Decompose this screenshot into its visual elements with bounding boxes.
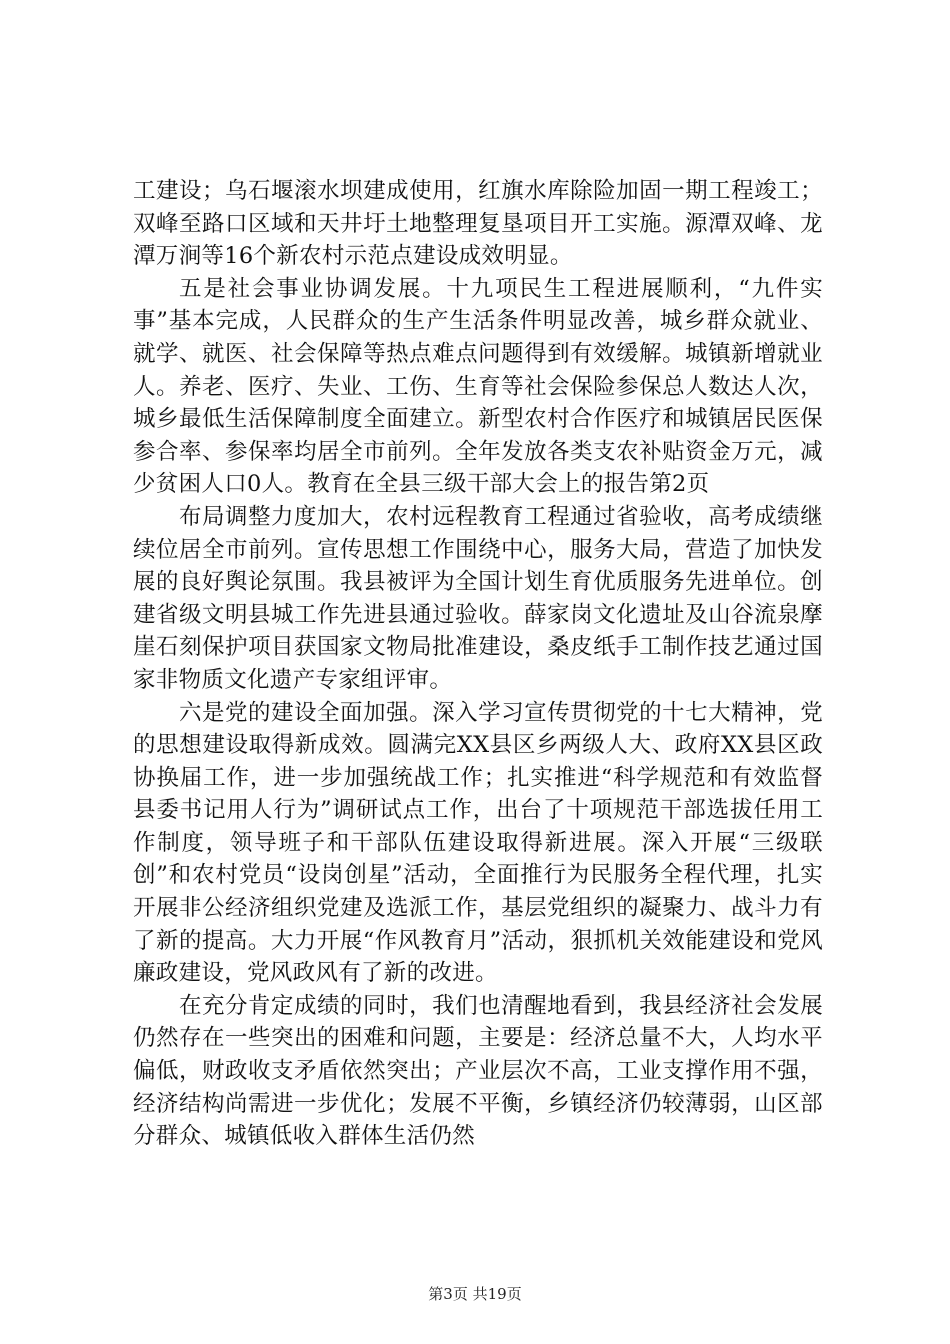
page-footer bbox=[0, 1284, 950, 1304]
paragraph-4: 六是党的建设全面加强。深入学习宣传贯彻党的十七大精神，党的思想建设取得新成效。圆满完XX县区乡两级人大、政府XX县区政协换届工作，进一步加强统战工作；扎实推进“科学规范和有效监督县委书记用人行为”调研试点工作，出台了十项规范干部选拔任用工作制度，领导班子和干部队伍建设取得新进展。深入开展“三级联创”和农村党员“设岗创星”活动，全面推行为民服务全程代理，扎实开展非公经济组织党建及选派工作，基层党组织的凝聚力、战斗力有了新的提高。大力开展“作风教育月”活动，狠抓机关效能建设和党风廉政建设，党风政风有了新的改进。 bbox=[133, 699, 823, 987]
paragraph-1: 工建设；乌石堰滚水坝建成使用，红旗水库除险加固一期工程竣工；双峰至路口区域和天井圩土地整理复垦项目开工实施。源潭双峰、龙潭万涧等16个新农村示范点建设成效明显。 bbox=[133, 178, 823, 270]
paragraph-5: 在充分肯定成绩的同时，我们也清醒地看到，我县经济社会发展仍然存在一些突出的困难和问题，主要是：经济总量不大，人均水平偏低，财政收支矛盾依然突出；产业层次不高，工业支撑作用不强，经济结构尚需进一步优化；发展不平衡，乡镇经济仍较薄弱，山区部分群众、城镇低收入群体生活仍然 bbox=[133, 992, 823, 1150]
paragraph-3: 布局调整力度加大，农村远程教育工程通过省验收，高考成绩继续位居全市前列。宣传思想工作围绕中心，服务大局，营造了加快发展的良好舆论氛围。我县被评为全国计划生育优质服务先进单位。创建省级文明县城工作先进县通过验收。薛家岗文化遗址及山谷流泉摩崖石刻保护项目获国家文物局批准建设，桑皮纸手工制作技艺通过国家非物质文化遗产专家组评审。 bbox=[133, 503, 823, 693]
page-number-label: 第3页 共19页 bbox=[428, 1285, 522, 1303]
document-body bbox=[133, 175, 823, 1153]
paragraph-2: 五是社会事业协调发展。十九项民生工程进展顺利，“九件实事”基本完成，人民群众的生产生活条件明显改善，城乡群众就业、就学、就医、社会保障等热点难点问题得到有效缓解。城镇新增就业人。养老、医疗、失业、工伤、生育等社会保险参保总人数达人次，城乡最低生活保障制度全面建立。新型农村合作医疗和城镇居民医保参合率、参保率均居全市前列。全年发放各类支农补贴资金万元，减少贫困人口0人。教育在全县三级干部大会上的报告第2页 bbox=[133, 275, 823, 498]
